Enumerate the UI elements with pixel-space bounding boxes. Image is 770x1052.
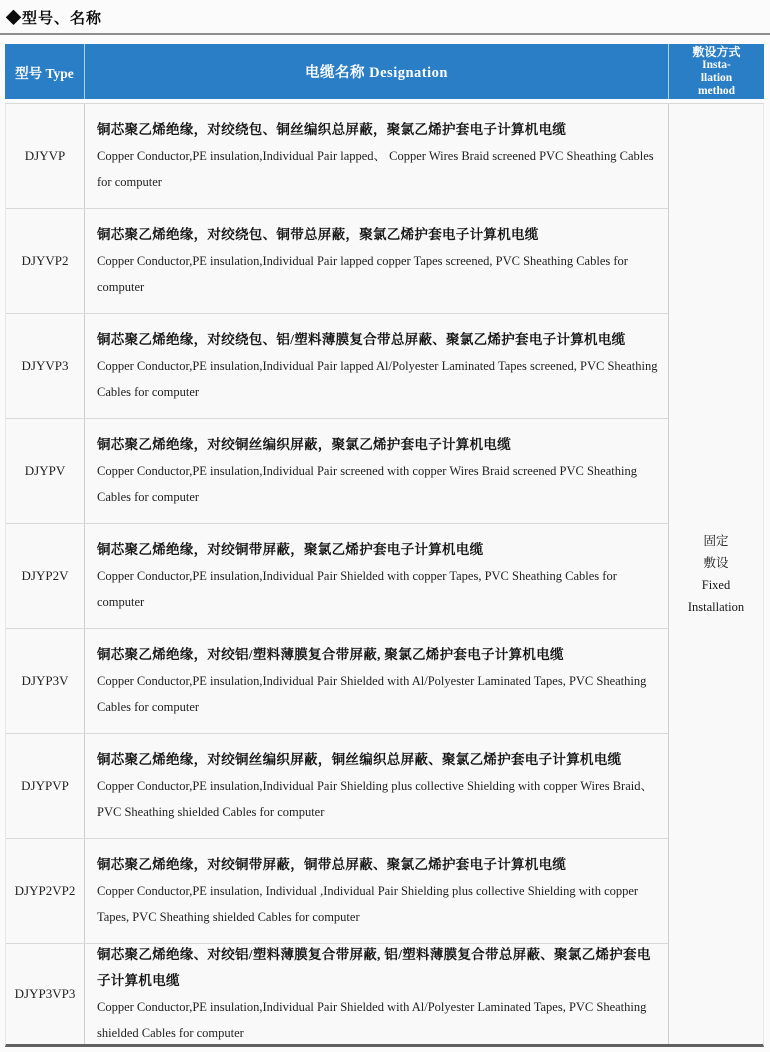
installation-line: 固定 <box>703 534 729 548</box>
table-row <box>6 104 668 209</box>
header-installation-line: Insta- <box>702 58 731 71</box>
header-installation-line: method <box>697 84 736 97</box>
table-row <box>6 209 668 314</box>
table-row <box>6 734 668 839</box>
designation-cell <box>85 104 668 208</box>
table-row <box>6 839 668 944</box>
type-cell: DJYPV <box>6 419 85 523</box>
designation-cn: 铜芯聚乙烯绝缘，对绞绕包、铝/塑料薄膜复合带总屏蔽、聚氯乙烯护套电子计算机电缆 <box>97 332 626 347</box>
designation-cn: 铜芯聚乙烯绝缘，对绞铜丝编织屏蔽，聚氯乙烯护套电子计算机电缆 <box>97 437 511 452</box>
designation-en: Copper Conductor,PE insulation,Individual Pair Shielded with copper Tapes, PVC Sheathing Cables for computer <box>97 569 617 609</box>
designation-en: Copper Conductor,PE insulation,Individual Pair screened with copper Wires Braid screened PVC Sheathing Cables for computer <box>97 464 637 504</box>
designation-cn: 铜芯聚乙烯绝缘，对绞绕包、铜丝编织总屏蔽，聚氯乙烯护套电子计算机电缆 <box>97 122 567 137</box>
designation-en: Copper Conductor,PE insulation,Individual Pair lapped Al/Polyester Laminated Tapes screened, PVC Sheathing Cables for computer <box>97 359 658 399</box>
designation-cell <box>85 524 668 628</box>
table-row <box>6 314 668 419</box>
header-installation-line: llation <box>700 71 733 84</box>
designation-en: Copper Conductor,PE insulation,Individual Pair Shielded with Al/Polyester Laminated Tapes, PVC Sheathing shielded Cables for computer <box>97 1000 647 1040</box>
type-cell: DJYP3VP3 <box>6 944 85 1044</box>
installation-cell <box>668 104 763 1044</box>
designation-cell <box>85 209 668 313</box>
designation-cn: 铜芯聚乙烯绝缘，对绞铜带屏蔽，聚氯乙烯护套电子计算机电缆 <box>97 542 484 557</box>
page-title: ◆型号、名称 <box>6 10 103 27</box>
designation-cn: 铜芯聚乙烯绝缘，对绞铝/塑料薄膜复合带屏蔽, 聚氯乙烯护套电子计算机电缆 <box>97 647 564 662</box>
designation-cn: 铜芯聚乙烯绝缘、对绞铝/塑料薄膜复合带屏蔽, 铝/塑料薄膜复合带总屏蔽、聚氯乙烯护套电子计算机电缆 <box>97 947 651 988</box>
designation-cell <box>85 419 668 523</box>
header-installation-line: 敷设方式 <box>692 44 741 59</box>
installation-line: Installation <box>687 600 745 614</box>
designation-cell <box>85 839 668 943</box>
installation-line: Fixed <box>701 578 731 592</box>
header-designation-cell: 电缆名称 Designation <box>84 44 669 99</box>
table-row <box>6 524 668 629</box>
designation-cell <box>85 944 668 1044</box>
table-row <box>6 629 668 734</box>
designation-en: Copper Conductor,PE insulation,Individual Pair Shielded with Al/Polyester Laminated Tapes, PVC Sheathing Cables for computer <box>97 674 647 714</box>
designation-cn: 铜芯聚乙烯绝缘，对绞铜带屏蔽，铜带总屏蔽、聚氯乙烯护套电子计算机电缆 <box>97 857 567 872</box>
type-cell: DJYVP <box>6 104 85 208</box>
type-cell: DJYVP2 <box>6 209 85 313</box>
type-cell: DJYP2V <box>6 524 85 628</box>
designation-cell <box>85 734 668 838</box>
type-cell: DJYP2VP2 <box>6 839 85 943</box>
designation-cell <box>85 314 668 418</box>
table-body <box>5 103 764 1047</box>
type-cell: DJYVP3 <box>6 314 85 418</box>
table-rows <box>6 104 668 1044</box>
designation-en: Copper Conductor,PE insulation,Individual Pair lapped、 Copper Wires Braid screened PVC Sheathing Cables for computer <box>97 149 654 189</box>
designation-cell <box>85 629 668 733</box>
table-row <box>6 944 668 1044</box>
designation-cn: 铜芯聚乙烯绝缘，对绞绕包、铜带总屏蔽，聚氯乙烯护套电子计算机电缆 <box>97 227 539 242</box>
header-type-cell: 型号 Type <box>15 65 74 81</box>
installation-line: 敷设 <box>703 556 729 570</box>
type-cell: DJYP3V <box>6 629 85 733</box>
designation-en: Copper Conductor,PE insulation, Individual ,Individual Pair Shielding plus collective Shielding with copper Tapes, PVC Sheathing shielded Cables for computer <box>97 884 639 924</box>
table-row <box>6 419 668 524</box>
title-rule <box>0 33 770 35</box>
designation-cn: 铜芯聚乙烯绝缘，对绞铜丝编织屏蔽，铜丝编织总屏蔽、聚氯乙烯护套电子计算机电缆 <box>97 752 622 767</box>
cable-table <box>5 44 764 1047</box>
designation-en: Copper Conductor,PE insulation,Individual Pair Shielding plus collective Shielding with copper Wires Braid、 PVC Sheathing shielded Cables for computer <box>97 779 653 819</box>
type-cell: DJYPVP <box>6 734 85 838</box>
designation-en: Copper Conductor,PE insulation,Individual Pair lapped copper Tapes screened, PVC Sheathing Cables for computer <box>97 254 628 294</box>
header-installation-cell <box>669 44 764 99</box>
table-header <box>5 44 764 99</box>
